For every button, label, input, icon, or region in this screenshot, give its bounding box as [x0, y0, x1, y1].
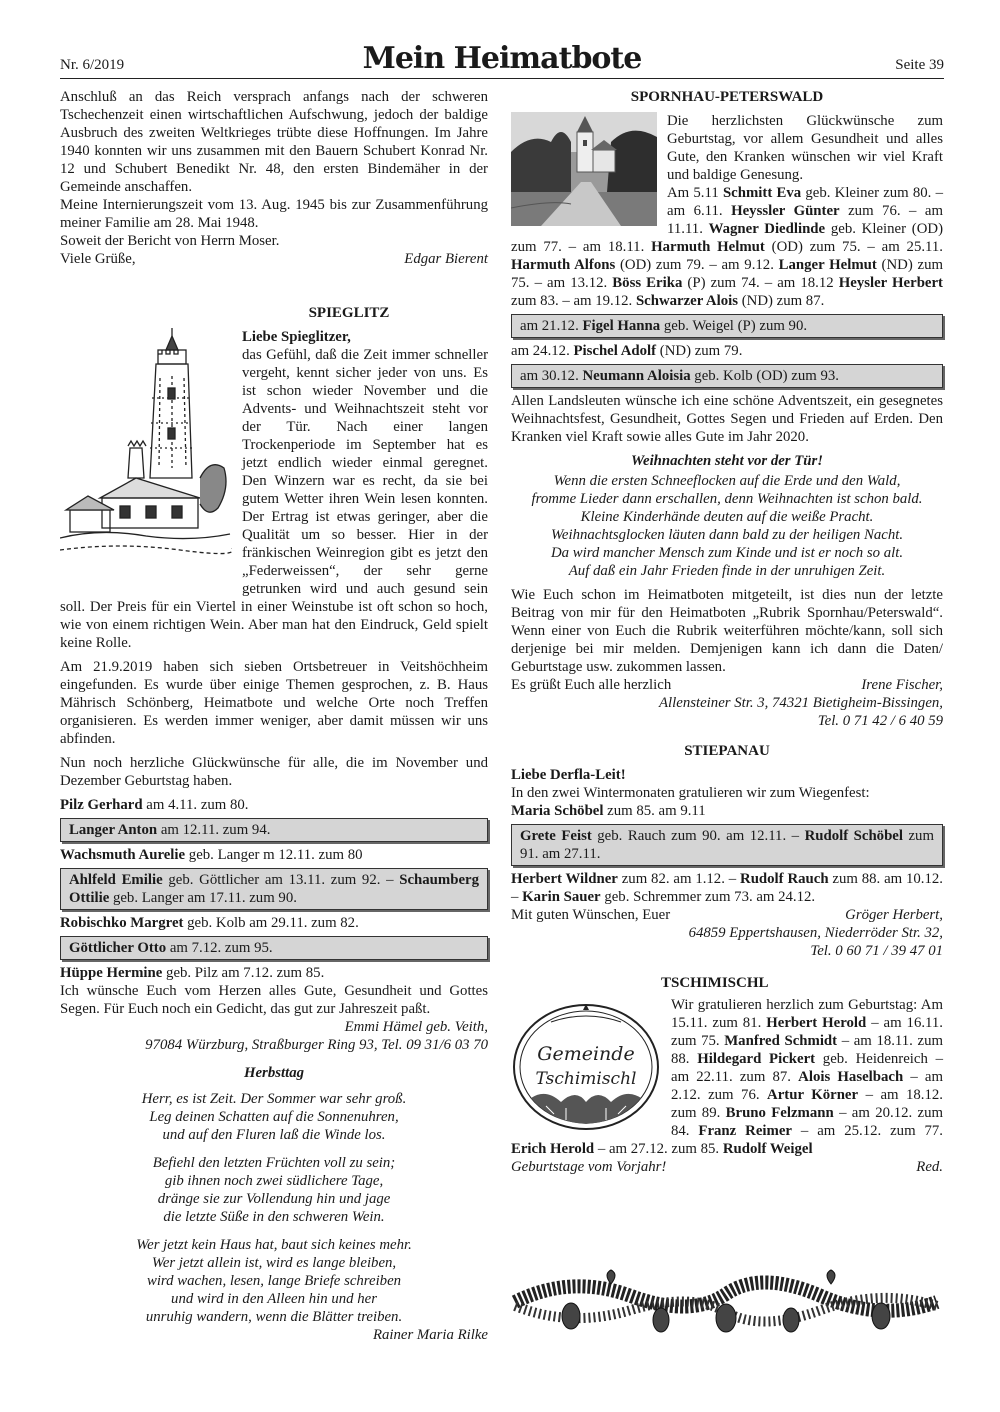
birthday-entry: Robischko Margret geb. Kolb am 29.11. zum 82.: [60, 915, 359, 931]
xmas-poem-title: Weihnachten steht vor der Tür!: [630, 453, 824, 469]
section-title-stiepanau: STIEPANAU: [684, 743, 770, 759]
spieglitz-closing: Ich wünsche Euch vom Herzen alles Gute, Gesundheit und Gottes Segen. Für Euch noch ein Gedicht, das gut zur Jahreszeit paßt.: [60, 983, 488, 1017]
header-rule: [60, 78, 944, 79]
poem-stanza: Herr, es ist Zeit. Der Sommer war sehr groß. Leg deinen Schatten auf die Sonnenuhren, und auf den Fluren laß die Winde los.: [141, 1091, 407, 1143]
section-title-tschimischl: TSCHIMISCHL: [661, 975, 769, 991]
spieglitz-address: 97084 Würzburg, Straßburger Ring 93, Tel. 09 31/6 03 70: [145, 1037, 488, 1053]
xmas-poem: Wenn die ersten Schneeflocken auf die Erde und den Wald, fromme Lieder dann erschallen, denn Weihnachten ist schon bald. Kleine Kinderhände deuten auf die weiße Pracht. Weihnachtsglocken läuten dann bald zu der heiligen Nacht. Da wird mancher Mensch zum Kinde und ist er noch so alt. Auf daß ein Jahr Frieden finde in der unruhigen Zeit.: [531, 473, 923, 579]
spornhau-wishes: Allen Landsleuten wünsche ich eine schöne Adventszeit, ein gesegnetes Weihnachtsfest, Gesundheit, Gottes Segen und Frieden auf Erden. Den Kranken viel Kraft sowie alles Gute im Jahr 2020.: [511, 393, 943, 445]
tschimischl-birthdays: Wir gratulieren herzlich zum Geburtstag: Am 15.11. zum 81. Herbert Herold – am 16.11. zum 75. Manfred Schmidt – am 18.11. zum 88. Hildegard Pickert geb. Heidenreich – am 22.11. zum 87. Alois Haselbach – am 2.12. zum 76. Artur Körner – am 18.12. zum 89. Bruno Felzmann – am 20.12. zum 84. Franz Reimer – am 25.12. zum 77. Erich Herold – am 27.12. zum 85. Rudolf Weigel: [511, 997, 944, 1157]
intro-paragraph-3: Soweit der Bericht von Herrn Moser.: [60, 233, 280, 249]
farewell-address: Allensteiner Str. 3, 74321 Bietigheim-Bissingen,: [659, 695, 943, 711]
seal-text-tschimischl: Tschimischl: [535, 1069, 637, 1089]
tschimischl-seal: [511, 1002, 661, 1132]
birthday-entry: Hüppe Hermine geb. Pilz am 7.12. zum 85.: [60, 965, 325, 981]
stiepanau-address: 64859 Eppertshausen, Niederröder Str. 32,: [688, 925, 943, 941]
farewell-signature: Es grüßt Euch alle herzlich Irene Fischer,: [511, 677, 943, 693]
spieglitz-signature: Emmi Hämel geb. Veith,: [344, 1019, 488, 1035]
section-title-spieglitz: SPIEGLITZ: [308, 305, 390, 321]
issue-number: Nr. 6/2019: [60, 57, 125, 73]
poem-stanza: Befiehl den letzten Früchten voll zu sein; gib ihnen noch zwei südlichere Tage, dränge sie zur Vollendung hin und jage die letzte Süße in den schweren Wein.: [152, 1155, 396, 1225]
tschimischl-note: Geburtstage vom Vorjahr! Red.: [511, 1159, 943, 1175]
farewell-phone: Tel. 0 71 42 / 6 40 59: [817, 713, 943, 729]
birthday-box: Grete Feist geb. Rauch zum 90. am 12.11. – Rudolf Schöbel zum 91. am 27.11.: [511, 824, 943, 866]
birthday-entry: Pilz Gerhard am 4.11. zum 80.: [60, 797, 249, 813]
left-column: [60, 88, 488, 1344]
church-photo: [511, 112, 657, 226]
tower-illustration: [60, 328, 232, 590]
birthday-box: am 21.12. Figel Hanna geb. Weigel (P) zum 90.: [511, 314, 943, 338]
seal-text-gemeinde: Gemeinde: [537, 1043, 635, 1065]
birthday-box: Langer Anton am 12.11. zum 94.: [60, 818, 488, 842]
birthday-entry: Wachsmuth Aurelie geb. Langer m 12.11. zum 80: [60, 847, 363, 863]
christmas-garland-illustration: [511, 1266, 941, 1340]
spieglitz-salutation: Liebe Spieglitzer,: [242, 329, 351, 345]
spieglitz-birthdays-intro: Nun noch herzliche Glückwünsche für alle, die im November und Dezember Geburtstag haben.: [60, 755, 488, 789]
spieglitz-letter: das Gefühl, daß die Zeit immer schneller vergeht, kennt sicher jeder von uns. Es ist schon wieder November und die Advents- und Weihnachtszeit steht vor der Tür. Nach einer langen Trockenperiode im September hat es jetzt endlich wieder einmal geregnet. Den Winzern war es recht, da sie bei gutem Wetter ihren Wein lesen konnten. Der Ertrag ist etwas geringer, aber die Qualität um so besser. Hier in der fränkischen Weinregion gibt es jetzt den „Federweissen“, der sehr gerne getrunken wird und auch gesund sein soll. Der Preis für ein Viertel in einer Weinstube ist oft schon so hoch, wie von einem richtigen Wein. Aber man hat den Eindruck, Geld spielt keine Rolle.: [60, 347, 488, 651]
right-column: [511, 88, 943, 1176]
page-number: Seite 39: [895, 57, 944, 73]
spornhau-intro: Die herzlichsten Glückwünsche zum Geburtstag, vor allem Gesundheit und alles Gute, den Kranken wünschen wir viel Kraft und baldige Genesung.: [667, 113, 943, 183]
page-header: [60, 38, 944, 76]
stiepanau-phone: Tel. 0 60 71 / 39 47 01: [810, 943, 943, 959]
birthday-entry: Maria Schöbel zum 85. am 9.11: [511, 803, 706, 819]
masthead-logo: Mein Heimatbote: [362, 41, 642, 76]
poem-stanza: Wer jetzt kein Haus hat, baut sich keines mehr. Wer jetzt allein ist, wird es lange bleiben, wird wachen, lesen, lange Briefe schreiben und wird in den Alleen hin und her unruhig wandern, wenn die Blätter treiben.: [136, 1237, 412, 1325]
spornhau-birthdays: Am 5.11 Schmitt Eva geb. Kleiner zum 80. – am 6.11. Heyssler Günter zum 76. – am 11.11. Wagner Diedlinde geb. Kleiner (OD) zum 77. – am 18.11. Harmuth Helmut (OD) zum 75. – am 25.11. Harmuth Alfons (OD) zum 79. – am 9.12. Langer Helmut (ND) zum 75. – am 13.12. Böss Erika (P) zum 74. – am 18.12 Heysler Herbert zum 83. – am 19.12. Schwarzer Alois (ND) zum 87.: [511, 185, 944, 309]
intro-paragraph-2: Meine Internierungszeit vom 13. Aug. 1945 bis zur Zusammenführung meiner Familie am 28. Mai 1948.: [60, 197, 488, 231]
poem-herbsttag: [60, 1090, 488, 1326]
farewell-paragraph: Wie Euch schon im Heimatboten mitgeteilt, ist dies nun der letzte Beitrag von mir für den Heimatboten „Rubrik Spornhau/Peterswald“. Wenn einer von Euch die Rubrik weiterführen möchte/kann, soll sich derjenige bei mir melden. Demjenigen kann ich dann die Daten/ Geburtstage usw. zukommen lassen.: [511, 587, 943, 675]
spieglitz-meeting: Am 21.9.2019 haben sich sieben Ortsbetreuer in Veitshöchheim eingefunden. Es wurde über einige Themen gesprochen, z. B. Haus Mährisch Schönberg, Heimatbote und welche Orte noch Treffen organisieren. Es werden immer weniger, aber damit müssen wir uns abfinden.: [60, 659, 488, 747]
stiepanau-salutation: Liebe Derfla-Leit!: [511, 767, 626, 783]
greeting-author: Edgar Bierent: [404, 251, 488, 267]
greeting-line: Viele Grüße, Edgar Bierent: [60, 251, 488, 267]
birthday-box: Ahlfeld Emilie geb. Göttlicher am 13.11. zum 92. – Schaumberg Ottilie geb. Langer am 17.11. zum 90.: [60, 868, 488, 910]
stiepanau-signature: Mit guten Wünschen, Euer Gröger Herbert,: [511, 907, 943, 923]
birthday-entry: am 24.12. Pischel Adolf (ND) zum 79.: [511, 343, 743, 359]
section-title-spornhau: SPORNHAU-PETERSWALD: [630, 89, 824, 105]
birthday-box: Göttlicher Otto am 7.12. zum 95.: [60, 936, 488, 960]
stiepanau-intro: In den zwei Wintermonaten gratulieren wir zum Wiegenfest:: [511, 785, 870, 801]
poem-author: Rainer Maria Rilke: [372, 1327, 488, 1343]
intro-paragraph-1: Anschluß an das Reich versprach anfangs nach der schweren Tschechenzeit einen wirtschaftlichen Aufschwung, jedoch der baldige Ausbruch des zweiten Weltkrieges trübte diese Hoffnungen. Im Jahre 1940 konnten wir uns zusammen mit den Bauern Schubert Konrad Nr. 12 und Schubert Benedikt Nr. 48, den ersten Bindemäher in der Gemeinde anschaffen.: [60, 89, 488, 195]
poem-title: Herbsttag: [243, 1065, 304, 1081]
stiepanau-birthdays: Herbert Wildner zum 82. am 1.12. – Rudolf Rauch zum 88. am 10.12. – Karin Sauer geb. Schremmer zum 73. am 24.12.: [511, 871, 943, 905]
birthday-box: am 30.12. Neumann Aloisia geb. Kolb (OD) zum 93.: [511, 364, 943, 388]
